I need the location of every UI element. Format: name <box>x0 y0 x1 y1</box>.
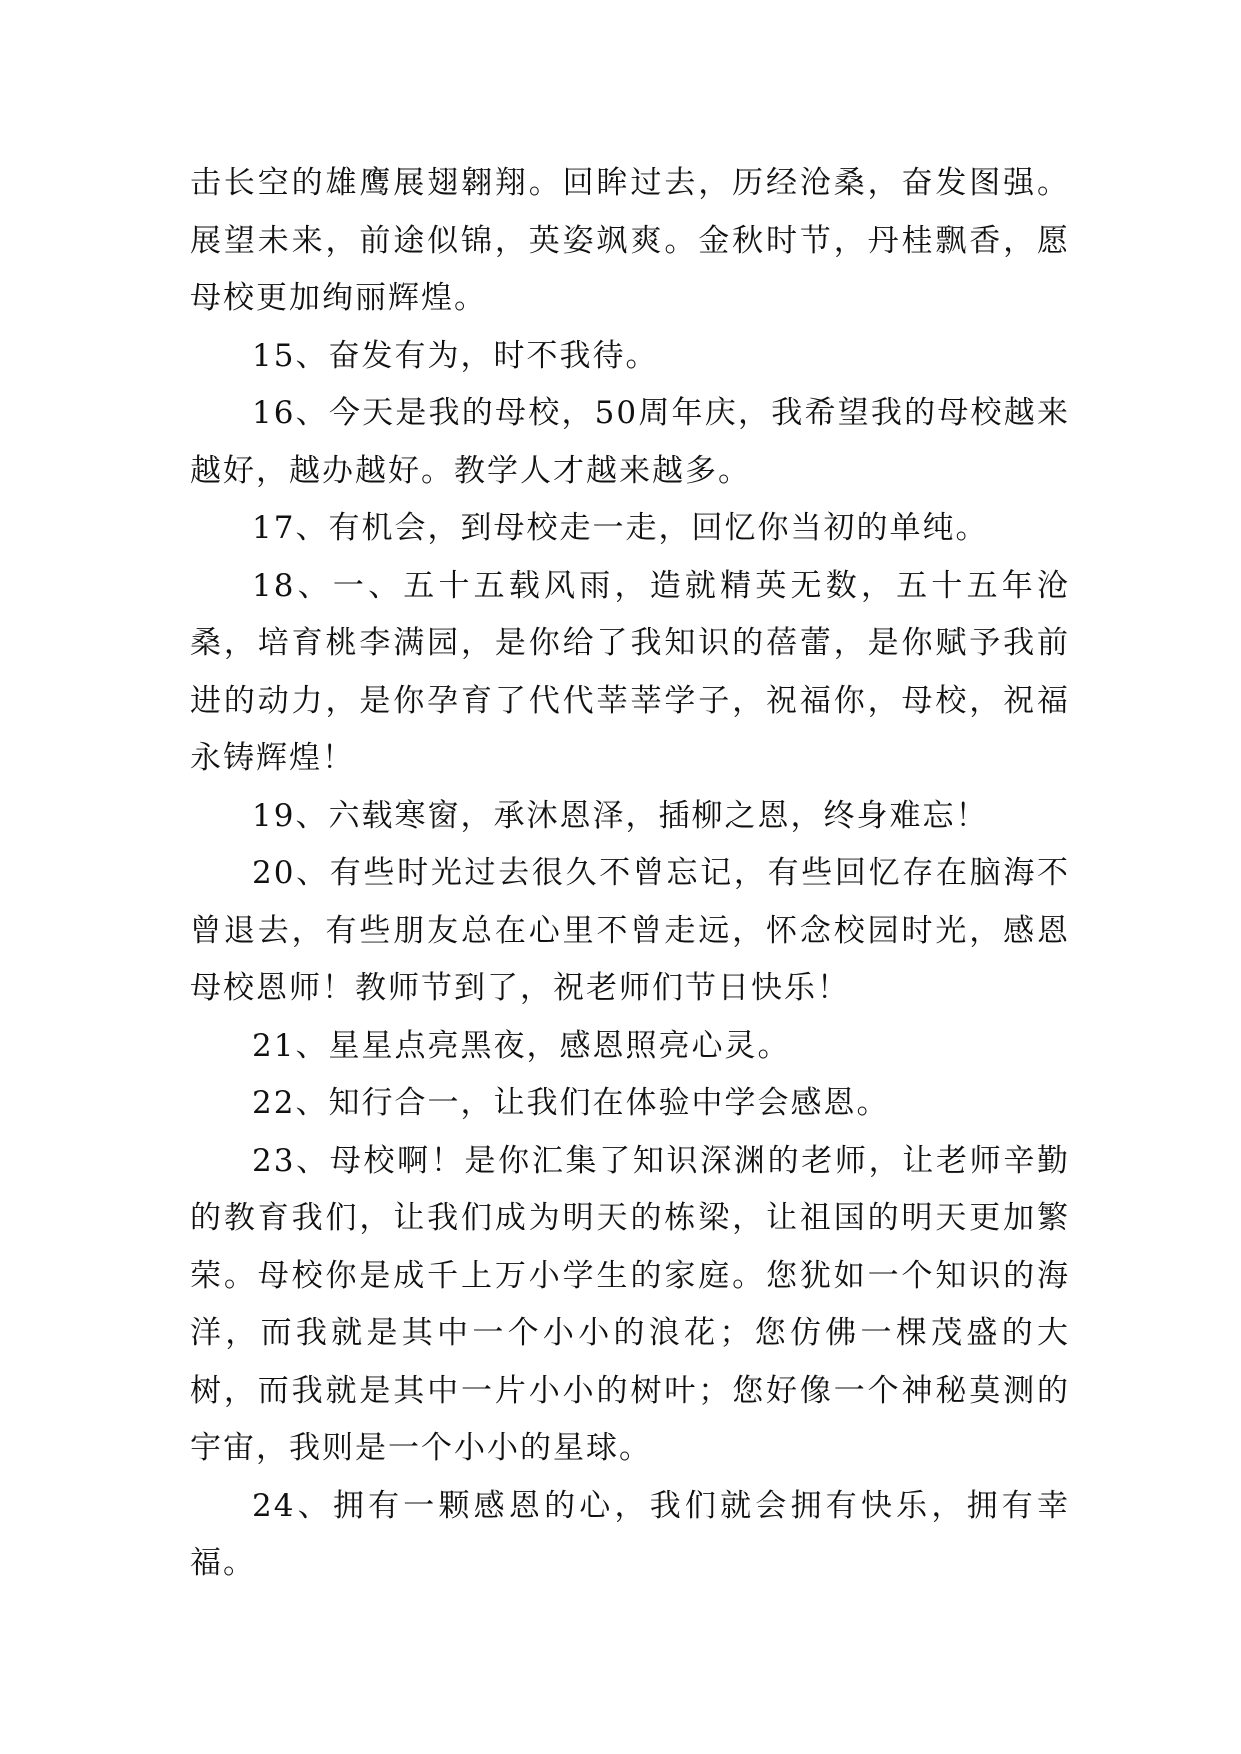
paragraph-continuation: 击长空的雄鹰展翅翱翔。回眸过去，历经沧桑，奋发图强。展望未来，前途似锦，英姿飒爽。金秋时节，丹桂飘香，愿母校更加绚丽辉煌。 <box>190 165 1070 316</box>
paragraph-item-23: 23、母校啊！是你汇集了知识深渊的老师，让老师辛勤的教育我们，让我们成为明天的栋梁，让祖国的明天更加繁荣。母校你是成千上万小学生的家庭。您犹如一个知识的海洋，而我就是其中一个小小的浪花；您仿佛一棵茂盛的大树，而我就是其中一片小小的树叶；您好像一个神秘莫测的宇宙，我则是一个小小的星球。 <box>190 1142 1070 1466</box>
paragraph-item-17: 17、有机会，到母校走一走，回忆你当初的单纯。 <box>252 510 989 546</box>
paragraph-item-15: 15、奋发有为，时不我待。 <box>252 337 659 374</box>
paragraph-item-20: 20、有些时光过去很久不曾忘记，有些回忆存在脑海不曾退去，有些朋友总在心里不曾走远，怀念校园时光，感恩母校恩师！教师节到了，祝老师们节日快乐！ <box>190 855 1070 1006</box>
body-text <box>190 155 1070 1593</box>
paragraph-item-21: 21、星星点亮黑夜，感恩照亮心灵。 <box>252 1027 791 1064</box>
paragraph-item-16: 16、今天是我的母校，50周年庆，我希望我的母校越来越好，越办越好。教学人才越来越多。 <box>190 395 1070 489</box>
paragraph-item-24: 24、拥有一颗感恩的心，我们就会拥有快乐，拥有幸福。 <box>190 1487 1070 1581</box>
paragraph-item-19: 19、六载寒窗，承沐恩泽，插柳之恩，终身难忘！ <box>252 797 989 834</box>
paragraph-item-18: 18、一、五十五载风雨，造就精英无数，五十五年沧桑，培育桃李满园，是你给了我知识的蓓蕾，是你赋予我前进的动力，是你孕育了代代莘莘学子，祝福你，母校，祝福永铸辉煌！ <box>190 567 1070 776</box>
paragraph-item-22: 22、知行合一，让我们在体验中学会感恩。 <box>252 1085 890 1121</box>
